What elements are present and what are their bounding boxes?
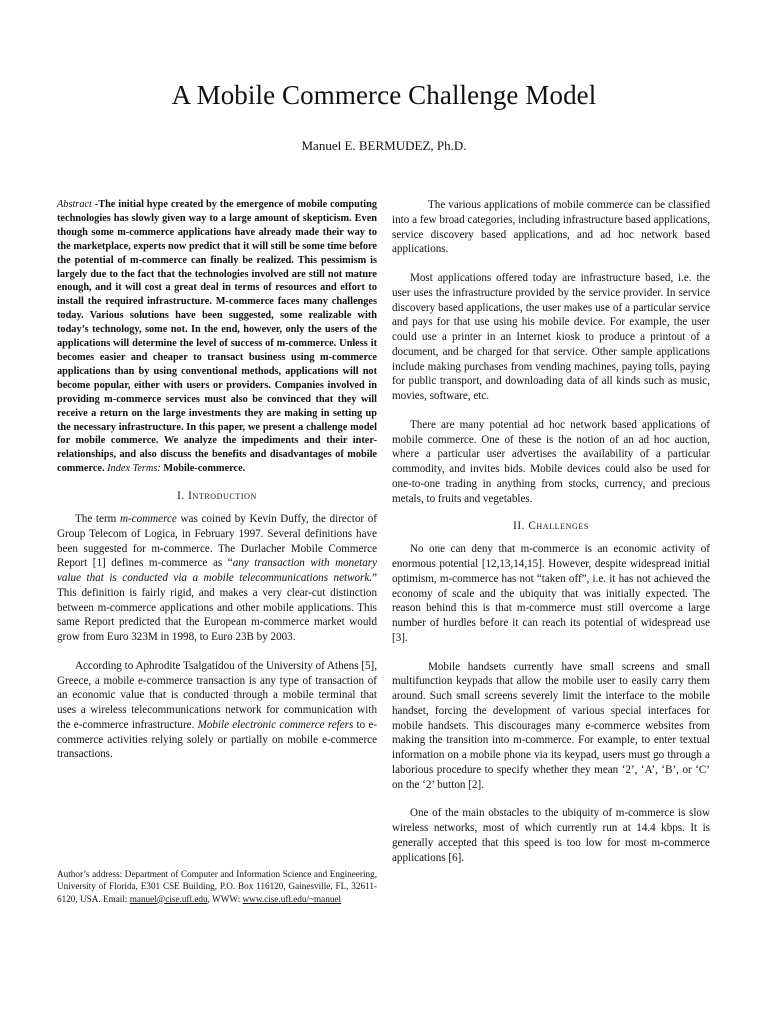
challenges-paragraph-2: Mobile handsets currently have small screens and small multifunction keypads that allow the mobile user to easily carry them around. Such small screens severely limit the interface to the mobile handset, forcing the development of various special interfaces for mobile handsets. This discourages many e-commerce websites from making the transition into m-commerce. For example, to enter textual information on a mobile phone via its keypad, users must go through a laborious procedure to specify whether they mean ‘2’, ‘A’, ‘B’, or ‘C’ on the ‘2’ button [2]. — [392, 660, 710, 791]
challenges-paragraph-1: No one can deny that m-commerce is an economic activity of enormous potential [12,13,14,15]. However, despite widespread initial optimism, m-commerce has not “taken off”, i.e. it has not achieved the economy of scale and the ubiquity that was initially expected. The reason behind this is that m-commerce must still overcome a large number of hurdles before it can reach its potential of widespread use [3]. — [392, 543, 710, 644]
section-heading-introduction: I. Introduction — [177, 490, 257, 503]
index-terms: Mobile-commerce. — [163, 463, 246, 475]
intro-paragraph-2 — [57, 659, 377, 762]
text-emphasis: Mobile electronic commerce refers — [197, 718, 354, 731]
paper-title: A Mobile Commerce Challenge Model — [171, 80, 597, 110]
right-column — [392, 198, 710, 865]
author-address-footnote — [57, 868, 377, 905]
definition-quote: any transaction with monetary value that is conducted via a mobile telecommunications network. — [57, 557, 378, 585]
right-paragraph-1: The various applications of mobile commerce can be classified into a few broad categories, including infrastructure based applications, service discovery based applications, and ad hoc network based applications. — [392, 199, 710, 256]
footnote-text: , WWW: — [207, 893, 243, 904]
abstract-label: Abstract — [57, 199, 92, 210]
left-column — [57, 198, 377, 762]
challenges-paragraph-3: One of the main obstacles to the ubiquity of m-commerce is slow wireless networks, most of which currently run at 14.4 kbps. It is generally accepted that this speed is too low for most m-commerce applications [6]. — [392, 807, 710, 864]
section-heading-challenges: II. Challenges — [513, 520, 589, 533]
right-paragraph-2: Most applications offered today are infrastructure based, i.e. the user uses the infrastructure provided by the service provider. In service discovery based applications, the user makes use of a particular service and pays for that use using his mobile device. For example, the user could use a printer in an Internet kiosk to produce a printout of a document, and be charged for that service. Other sample applications include making purchases from vending machines, paying tolls, paying for public transport, and downloading data of all kinds such as music, movies, software, etc. — [392, 272, 710, 402]
abstract — [57, 198, 377, 476]
right-paragraph-3: There are many potential ad hoc network based applications of mobile commerce. One of these is the notion of an ad hoc auction, where a particular user advertises the availability of a particular commodity, and invites bids. Mobile devices could also be used for one-to-one trading in anything from stocks, currency, and precious metals, to fruits and vegetables. — [392, 418, 710, 505]
term-emphasis: m-commerce — [119, 513, 177, 526]
text-run: to e-commerce activities relying solely or partially on mobile e-commerce transactions. — [57, 718, 378, 761]
text-run: According to Aphrodite Tsalgatidou of the University of Athens [5], Greece, a mobile e-commerce transaction is any type of transaction of an economic value that is conducted through a mobile terminal that uses a wireless telecommunications network for communication with the e-commerce infrastructure. — [57, 659, 377, 731]
text-run: ” This definition is fairly rigid, and makes a very clear-cut distinction between m-commerce applications and other mobile applications. This same Report predicted that the European m-commerce market would grow from Euro 323M in 1998, to Euro 23B by 2003. — [57, 572, 377, 644]
footnote-text: Author’s address: Department of Computer and Information Science and Engineering, University of Florida, E301 CSE Building, P.O. Box 116120, Gainesville, FL, 32611-6120, USA. Email: — [57, 869, 377, 904]
intro-paragraph-1 — [57, 512, 377, 645]
text-run: The term — [75, 513, 120, 526]
abstract-body: -The initial hype created by the emergence of mobile computing technologies has slowly given way to a large amount of skepticism. Even though some m-commerce applications have already made their way to the marketplace, experts now predict that it will still be some time before the potential of m-commerce can finally be realized. This pessimism is largely due to the fact that the technologies involved are still not mature enough, and it will cost a great deal in terms of resources and effort to install the required infrastructure. M-commerce faces many challenges today. Various solutions have been suggested, some realizable with today’s technology, some not. In the end, however, only the users of the applications will determine the level of success of m-commerce. Unless it becomes easier and cheaper to transact business using m-commerce applications than by using conventional methods, applications will not become popular, either with users or providers. Companies involved in providing m-commerce services must also be convinced that they will receive a return on the large investments they are making in setting up the necessary infrastructure. In this paper, we present a challenge model for mobile commerce. We analyze the impediments and their inter-relationships, and also discuss the benefits and disadvantages of mobile commerce. — [57, 199, 378, 475]
website-link[interactable]: www.cise.ufl.edu/~manuel — [242, 893, 342, 904]
email-link[interactable]: manuel@cise.ufl.edu — [129, 893, 208, 904]
text-run: was coined by Kevin Duffy, the director of Group Telecom of Logica, in February 1997. Several definitions have been suggested for m-commerce. The Durlacher Mobile Commerce Report [1] defines m-commerce as “ — [57, 513, 377, 570]
author-line: Manuel E. BERMUDEZ, Ph.D. — [301, 138, 467, 153]
index-terms-label: Index Terms: — [107, 463, 161, 475]
